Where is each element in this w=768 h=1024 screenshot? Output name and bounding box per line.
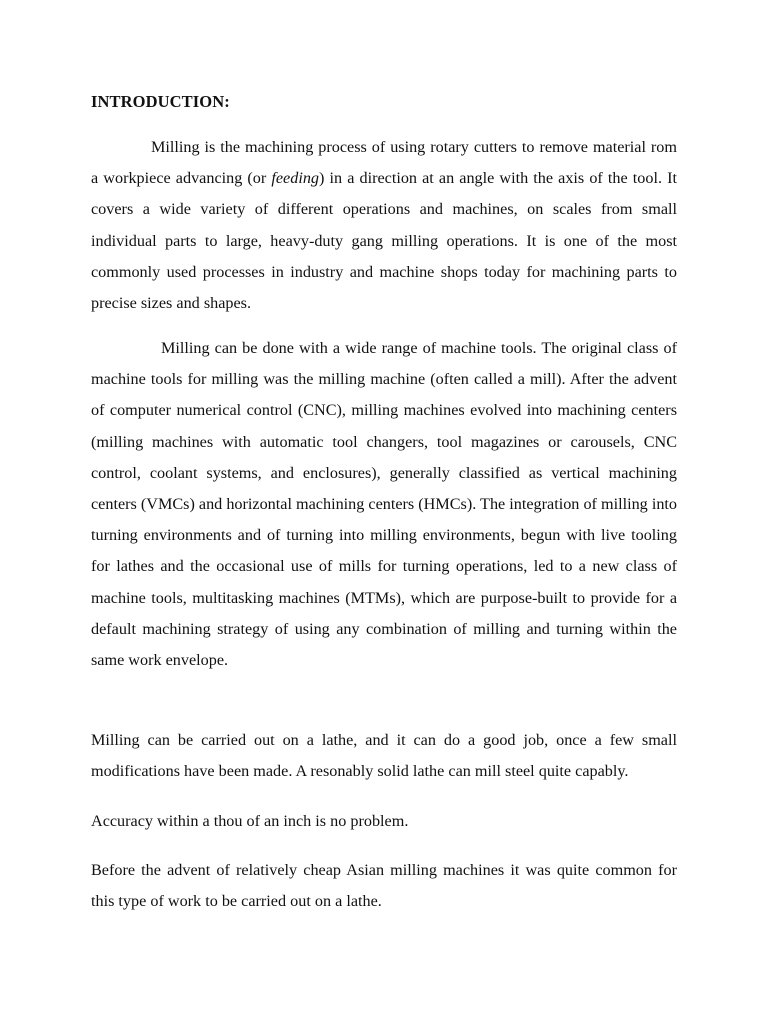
paragraph-asian-machines: Before the advent of relatively cheap Asian milling machines it was quite common for this type of work to be carried out on a lathe.	[91, 861, 677, 911]
paragraph-machine-tools: Milling can be done with a wide range of machine tools. The original class of machine tools for milling was the milling machine (often called a mill). After the advent of computer numerical control (CNC), milling machines evolved into machining centers (milling machines with automatic tool changers, tool magazines or carousels, CNC control, coolant systems, and enclosures), generally classified as vertical machining centers (VMCs) and horizontal machining centers (HMCs). The integration of milling into turning environments and of turning into milling environments, begun with live tooling for lathes and the occasional use of mills for turning operations, led to a new class of machine tools, multitasking machines (MTMs), which are purpose-built to provide for a default machining strategy of using any combination of milling and turning within the same work envelope.	[91, 339, 677, 670]
paragraph-lathe-milling: Milling can be carried out on a lathe, and it can do a good job, once a few small modifications have been made. A resonably solid lathe can mill steel quite capably.	[91, 731, 677, 781]
paragraph-text: Milling is the machining process of using rotary cutters to remove material rom a workpiece advancing (or	[91, 138, 677, 188]
paragraph-accuracy: Accuracy within a thou of an inch is no problem.	[91, 812, 409, 830]
paragraph-milling-definition	[91, 132, 677, 319]
italic-term-feeding: feeding	[271, 169, 320, 188]
paragraph-text: ) in a direction at an angle with the axis of the tool. It covers a wide variety of different operations and machines, on scales from small individual parts to large, heavy-duty gang milling operations. It is one of the most commonly used processes in industry and machine shops today for machining parts to precise sizes and shapes.	[91, 169, 677, 313]
section-heading: INTRODUCTION:	[91, 92, 230, 111]
